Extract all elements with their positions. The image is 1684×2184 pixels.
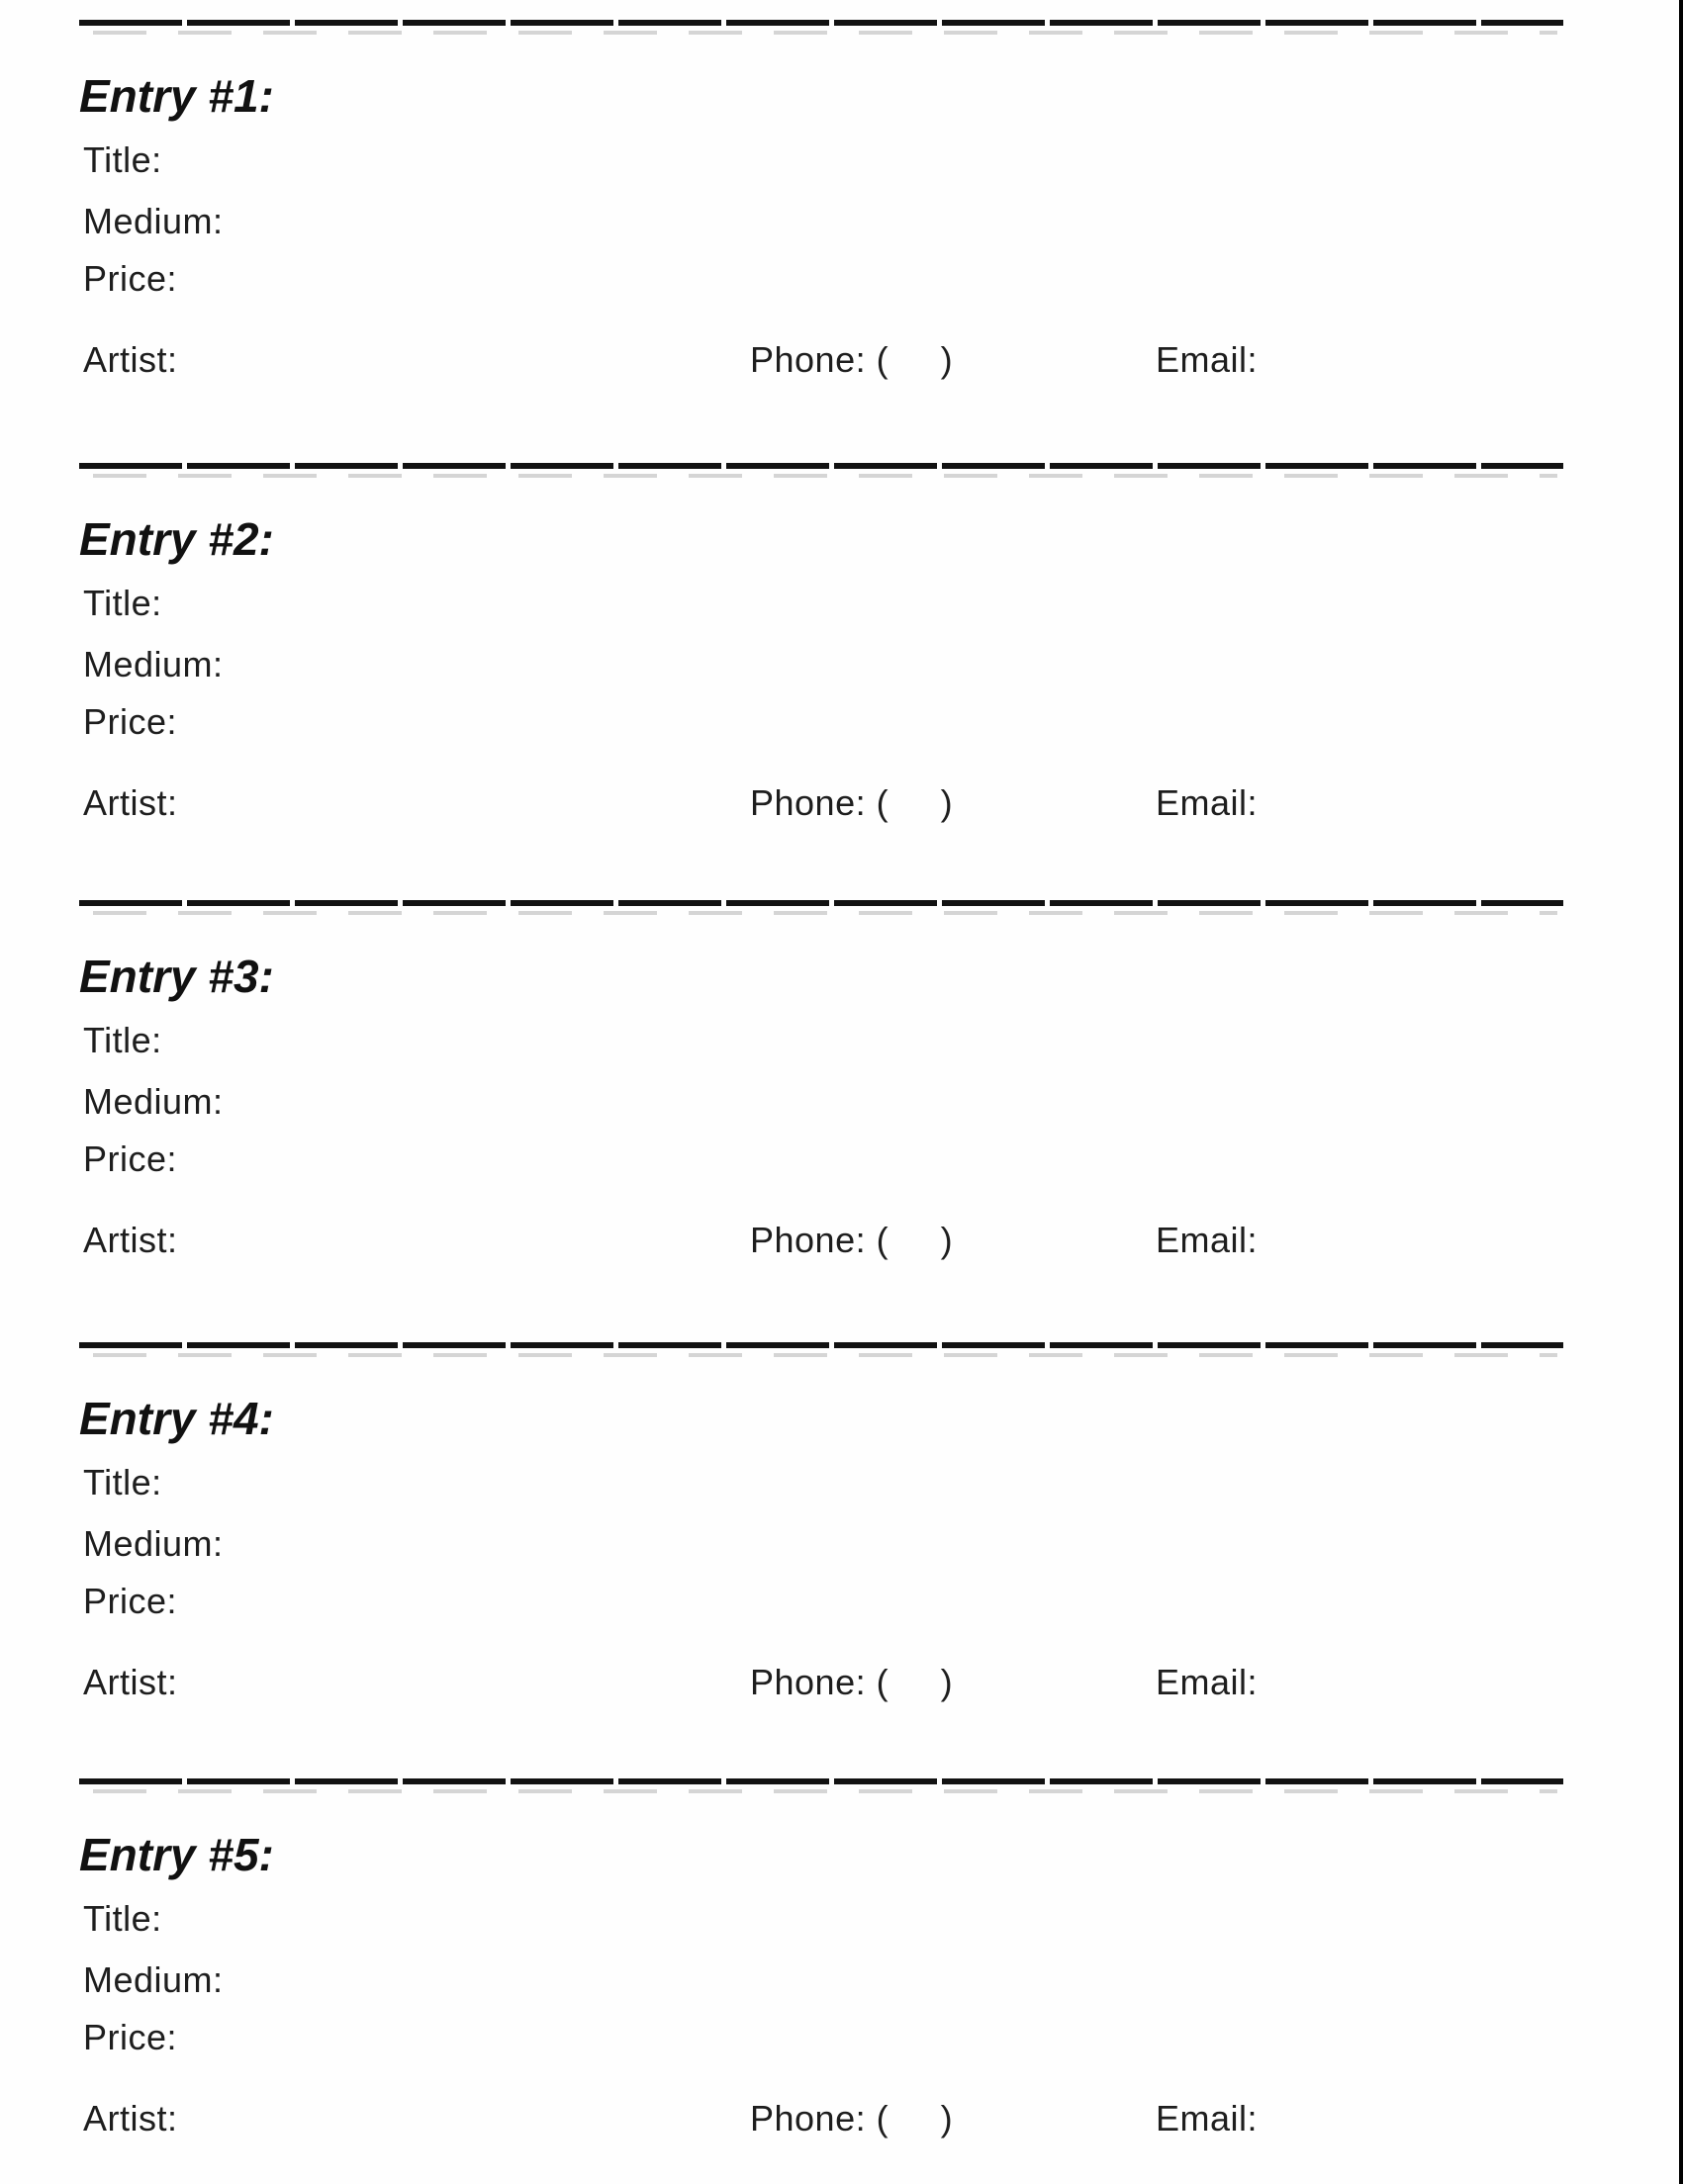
medium-label: Medium:	[83, 201, 224, 241]
entry-section-3	[0, 900, 1684, 1343]
email-label: Email:	[1156, 1662, 1259, 1702]
entry-section-1	[0, 20, 1684, 463]
dashed-separator-line	[79, 20, 1563, 26]
title-label: Title:	[83, 1462, 162, 1502]
artist-row	[0, 2098, 1684, 2147]
dashed-separator-line	[79, 463, 1563, 469]
title-label: Title:	[83, 139, 162, 180]
entry-section-2	[0, 463, 1684, 906]
price-label: Price:	[83, 1138, 178, 1179]
phone-label: Phone: ( )	[750, 1662, 954, 1702]
dashed-separator-line	[79, 1342, 1563, 1348]
medium-label: Medium:	[83, 1959, 224, 2000]
artist-label: Artist:	[83, 782, 178, 823]
phone-label: Phone: ( )	[750, 782, 954, 823]
medium-label: Medium:	[83, 1523, 224, 1564]
price-label: Price:	[83, 2017, 178, 2057]
medium-label: Medium:	[83, 644, 224, 684]
artist-label: Artist:	[83, 339, 178, 380]
price-label: Price:	[83, 701, 178, 742]
entry-heading: Entry #5:	[79, 1829, 274, 1880]
medium-label: Medium:	[83, 1081, 224, 1122]
dashed-separator-line	[79, 900, 1563, 906]
artist-label: Artist:	[83, 1220, 178, 1260]
title-label: Title:	[83, 1020, 162, 1060]
phone-label: Phone: ( )	[750, 339, 954, 380]
title-label: Title:	[83, 583, 162, 623]
entry-heading: Entry #1:	[79, 70, 274, 122]
artist-row	[0, 1662, 1684, 1711]
email-label: Email:	[1156, 2098, 1259, 2138]
title-label: Title:	[83, 1898, 162, 1939]
dashed-separator-line	[79, 1778, 1563, 1784]
email-label: Email:	[1156, 782, 1259, 823]
entry-heading: Entry #3:	[79, 951, 274, 1002]
entry-section-5	[0, 1778, 1684, 2184]
artist-row	[0, 339, 1684, 389]
phone-label: Phone: ( )	[750, 1220, 954, 1260]
email-label: Email:	[1156, 339, 1259, 380]
artist-label: Artist:	[83, 2098, 178, 2138]
entry-heading: Entry #4:	[79, 1393, 274, 1444]
entry-section-4	[0, 1342, 1684, 1785]
entry-heading: Entry #2:	[79, 513, 274, 565]
artist-label: Artist:	[83, 1662, 178, 1702]
price-label: Price:	[83, 1581, 178, 1621]
price-label: Price:	[83, 258, 178, 299]
email-label: Email:	[1156, 1220, 1259, 1260]
artist-row	[0, 782, 1684, 832]
phone-label: Phone: ( )	[750, 2098, 954, 2138]
artist-row	[0, 1220, 1684, 1269]
